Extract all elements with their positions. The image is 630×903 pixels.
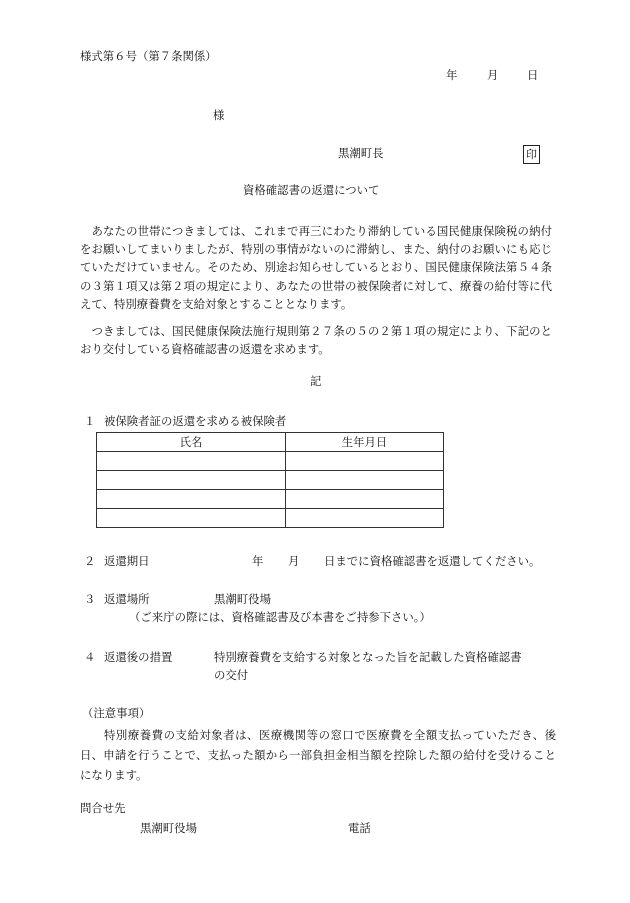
item4-value-line1: 特別療養費を支給する対象となった旨を記載した資格確認書 [214, 650, 522, 664]
sender-name: 黒潮町長 [338, 146, 384, 160]
item4-value-line2: の交付 [214, 668, 249, 682]
item1-label: 被保険者証の返還を求める被保険者 [104, 414, 287, 428]
body-paragraph-2: つきましては、国民健康保険法施行規則第２７条の５の２第１項の規定により、下記のとおり交付している資格確認書の返還を求めます。 [80, 324, 552, 357]
date-month-label: 月 [487, 68, 499, 82]
table-cell[interactable] [97, 452, 286, 471]
insured-persons-table [96, 432, 444, 528]
body-paragraph-1: あなたの世帯につきましては、これまで再三にわたり滞納している国民健康保険税の納付をお願いしてまいりましたが、特別の事情がないのに滞納し、また、納付のお願いにも応じていただけていません。そのため、別途お知らせしているとおり、国民健康保険法第５４条の３第１項又は第２項の規定により、あなたの世帯の被保険者に対して、療養の給付等に代えて、特別療養費を支給対象とすることとなります。 [80, 224, 552, 311]
item3-number: ３ [84, 592, 96, 606]
table-header-birthdate: 生年月日 [286, 433, 444, 452]
seal-mark: 印 [523, 145, 540, 164]
item4-label: 返還後の措置 [104, 650, 173, 664]
form-number: 様式第６号（第７条関係） [80, 49, 217, 63]
table-row [97, 471, 444, 490]
addressee-suffix: 様 [213, 108, 225, 122]
item3-label: 返還場所 [104, 592, 150, 606]
date-year-label: 年 [446, 68, 458, 82]
notes-text: 特別療養費の支給対象者は、医療機関等の窓口で医療費を全額支払っていただき、後日、申請を行うことで、支払った額から一部負担金相当額を控除した額の給付を受けることになります。 [80, 728, 556, 782]
contact-office: 黒潮町役場 [140, 821, 197, 835]
table-cell[interactable] [97, 471, 286, 490]
item3-note: （ご来庁の際には、資格確認書及び本書をご持参下さい。） [129, 610, 431, 624]
item3-value: 黒潮町役場 [214, 592, 271, 606]
item2-label: 返還期日 [104, 554, 150, 568]
date-day-label: 日 [527, 68, 539, 82]
contact-phone-label: 電話 [348, 821, 371, 835]
item4-number: ４ [84, 650, 96, 664]
notes-heading: （注意事項） [82, 706, 151, 720]
item2-number: ２ [84, 554, 96, 568]
table-header-row [97, 433, 444, 452]
item2-month-label: 月 [288, 554, 300, 568]
table-row [97, 452, 444, 471]
item2-text: 日までに資格確認書を返還してください。 [324, 554, 541, 568]
document-title: 資格確認書の返還について [243, 183, 380, 197]
table-cell[interactable] [286, 509, 444, 528]
contact-heading: 問合せ先 [80, 801, 126, 815]
item2-year-label: 年 [252, 554, 264, 568]
table-header-name: 氏名 [97, 433, 286, 452]
table-row [97, 509, 444, 528]
item1-number: １ [84, 414, 96, 428]
table-cell[interactable] [286, 471, 444, 490]
ki-heading: 記 [310, 374, 322, 388]
table-cell[interactable] [97, 509, 286, 528]
table-cell[interactable] [286, 452, 444, 471]
table-cell[interactable] [286, 490, 444, 509]
table-row [97, 490, 444, 509]
table-cell[interactable] [97, 490, 286, 509]
